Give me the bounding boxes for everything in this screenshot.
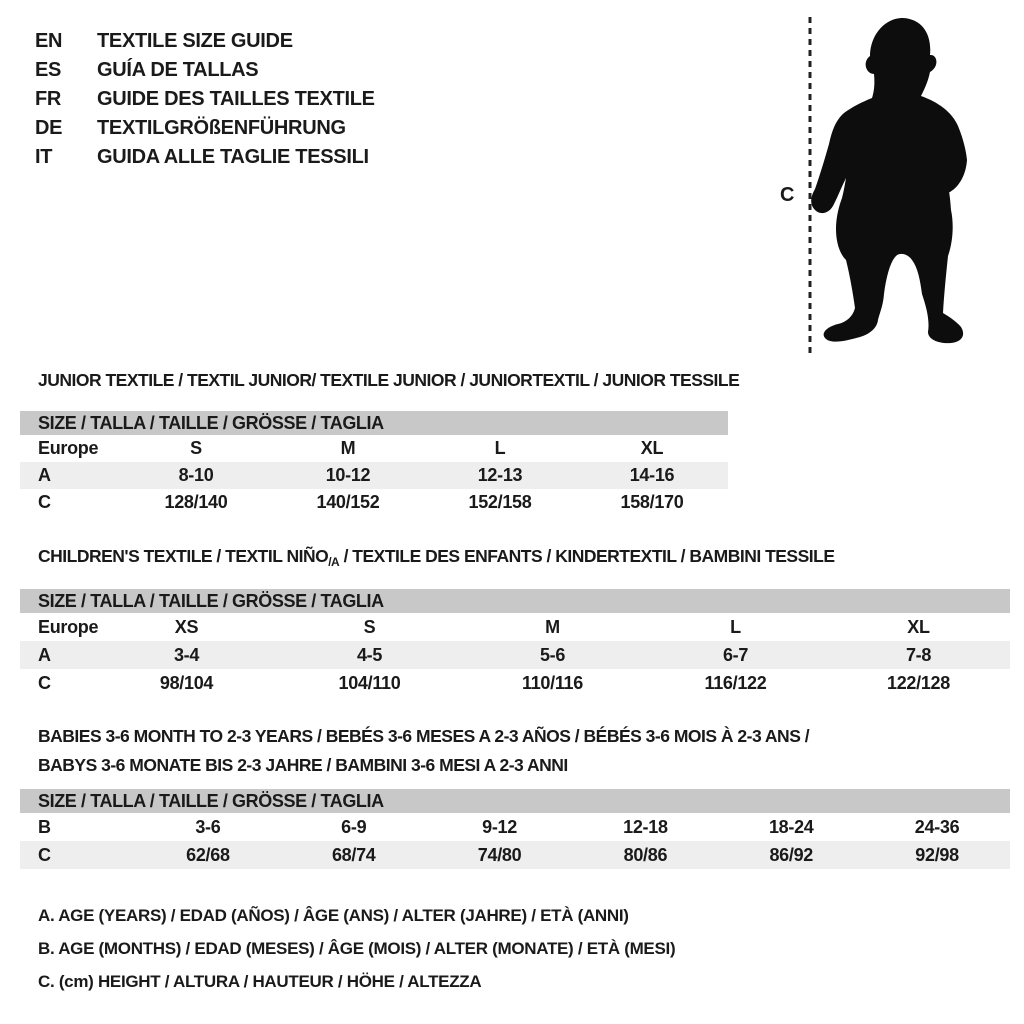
junior-section-title: JUNIOR TEXTILE / TEXTIL JUNIOR/ TEXTILE JUNIOR / JUNIORTEXTIL / JUNIOR TESSILE [38, 370, 740, 390]
size-cell: M [340, 438, 356, 458]
size-header-band: SIZE / TALLA / TAILLE / GRÖSSE / TAGLIA [20, 411, 728, 435]
months-cell: 12-18 [623, 817, 668, 837]
height-cell: 62/68 [186, 845, 230, 865]
children-section-title [38, 546, 835, 572]
size-cell: S [190, 438, 202, 458]
height-cell: 86/92 [769, 845, 813, 865]
legend-line-a: A. AGE (YEARS) / EDAD (AÑOS) / ÂGE (ANS) / ALTER (JAHRE) / ETÀ (ANNI) [38, 906, 629, 925]
babies-size-table [20, 789, 1010, 869]
size-cell: XL [907, 617, 930, 637]
row-label: Europe [38, 617, 99, 637]
toddler-silhouette [811, 18, 967, 343]
size-cell: S [363, 617, 376, 637]
lang-row-es [35, 60, 375, 89]
size-cell: L [494, 438, 506, 458]
age-cell: 4-5 [356, 645, 383, 665]
table-row-height [20, 841, 1010, 869]
lang-code: ES [35, 59, 62, 81]
table-row-height [20, 669, 1010, 697]
height-cell: 68/74 [331, 845, 376, 865]
table-row-age [20, 462, 728, 489]
row-label: Europe [38, 438, 99, 458]
months-cell: 18-24 [768, 817, 814, 837]
age-cell: 14-16 [629, 465, 675, 485]
lang-row-de [35, 118, 375, 147]
table-row-months [20, 813, 1010, 841]
lang-row-en [35, 31, 375, 60]
size-cell: L [730, 617, 741, 637]
height-cell: 98/104 [159, 673, 214, 693]
height-cell: 92/98 [915, 845, 959, 865]
lang-row-it [35, 147, 375, 176]
months-cell: 3-6 [195, 817, 221, 837]
size-cell: M [545, 617, 560, 637]
lang-code: FR [35, 88, 62, 110]
children-title-sub: /A [328, 555, 340, 569]
children-size-table [20, 589, 1010, 697]
babies-title-line1: BABIES 3-6 MONTH TO 2-3 YEARS / BEBÉS 3-6 MESES A 2-3 AÑOS / BÉBÉS 3-6 MOIS À 2-3 ANS / [38, 726, 810, 746]
height-cell: 80/86 [623, 845, 668, 865]
lang-label: GUIDE DES TAILLES TEXTILE [97, 88, 375, 110]
lang-code: IT [35, 146, 53, 168]
height-cell: 140/152 [316, 492, 380, 512]
size-cell: XS [174, 617, 199, 637]
row-label: C [38, 673, 51, 693]
measurement-legend [38, 904, 675, 1003]
months-cell: 6-9 [341, 817, 367, 837]
table-row-age [20, 641, 1010, 669]
age-cell: 3-4 [173, 645, 200, 665]
babies-title-line2: BABYS 3-6 MONATE BIS 2-3 JAHRE / BAMBINI 3-6 MESI A 2-3 ANNI [38, 755, 568, 775]
legend-line-b: B. AGE (MONTHS) / EDAD (MESES) / ÂGE (MOIS) / ALTER (MONATE) / ETÀ (MESI) [38, 939, 676, 958]
height-cell: 74/80 [477, 845, 522, 865]
lang-label: GUÍA DE TALLAS [97, 59, 259, 81]
size-cell: XL [640, 438, 664, 458]
height-cell: 152/158 [468, 492, 532, 512]
junior-size-table [20, 411, 728, 516]
height-cell: 128/140 [164, 492, 228, 512]
height-cell: 110/116 [522, 673, 583, 693]
lang-code: DE [35, 117, 63, 139]
size-header-band: SIZE / TALLA / TAILLE / GRÖSSE / TAGLIA [20, 789, 1010, 813]
size-header-band: SIZE / TALLA / TAILLE / GRÖSSE / TAGLIA [20, 589, 1010, 613]
months-cell: 9-12 [482, 817, 517, 837]
table-row-europe [20, 435, 728, 462]
toddler-silhouette-icon [800, 10, 1000, 360]
lang-row-fr [35, 89, 375, 118]
lang-label: TEXTILGRÖßENFÜHRUNG [97, 117, 346, 139]
age-cell: 7-8 [905, 645, 932, 665]
height-cell: 104/110 [338, 673, 401, 693]
age-cell: 8-10 [178, 465, 214, 485]
height-marker-label: C [780, 184, 795, 206]
row-label: C [38, 492, 51, 512]
lang-label: TEXTILE SIZE GUIDE [97, 30, 293, 52]
height-cell: 116/122 [704, 673, 767, 693]
height-cell: 158/170 [620, 492, 684, 512]
height-cell: 122/128 [887, 673, 950, 693]
lang-code: EN [35, 30, 63, 52]
age-cell: 10-12 [325, 465, 371, 485]
row-label: A [38, 465, 51, 485]
children-title-post: / TEXTILE DES ENFANTS / KINDERTEXTIL / BAMBINI TESSILE [339, 546, 835, 566]
months-cell: 24-36 [914, 817, 960, 837]
age-cell: 12-13 [477, 465, 523, 485]
table-row-europe [20, 613, 1010, 641]
age-cell: 6-7 [722, 645, 749, 665]
children-title-pre: CHILDREN'S TEXTILE / TEXTIL NIÑO [38, 546, 329, 566]
lang-label: GUIDA ALLE TAGLIE TESSILI [97, 146, 369, 168]
legend-line-c: C. (cm) HEIGHT / ALTURA / HAUTEUR / HÖHE / ALTEZZA [38, 972, 482, 991]
age-cell: 5-6 [539, 645, 566, 665]
row-label: B [38, 817, 51, 837]
table-row-height [20, 489, 728, 516]
language-title-block [35, 31, 375, 176]
row-label: A [38, 645, 51, 665]
row-label: C [38, 845, 51, 865]
babies-section-title [38, 722, 809, 780]
